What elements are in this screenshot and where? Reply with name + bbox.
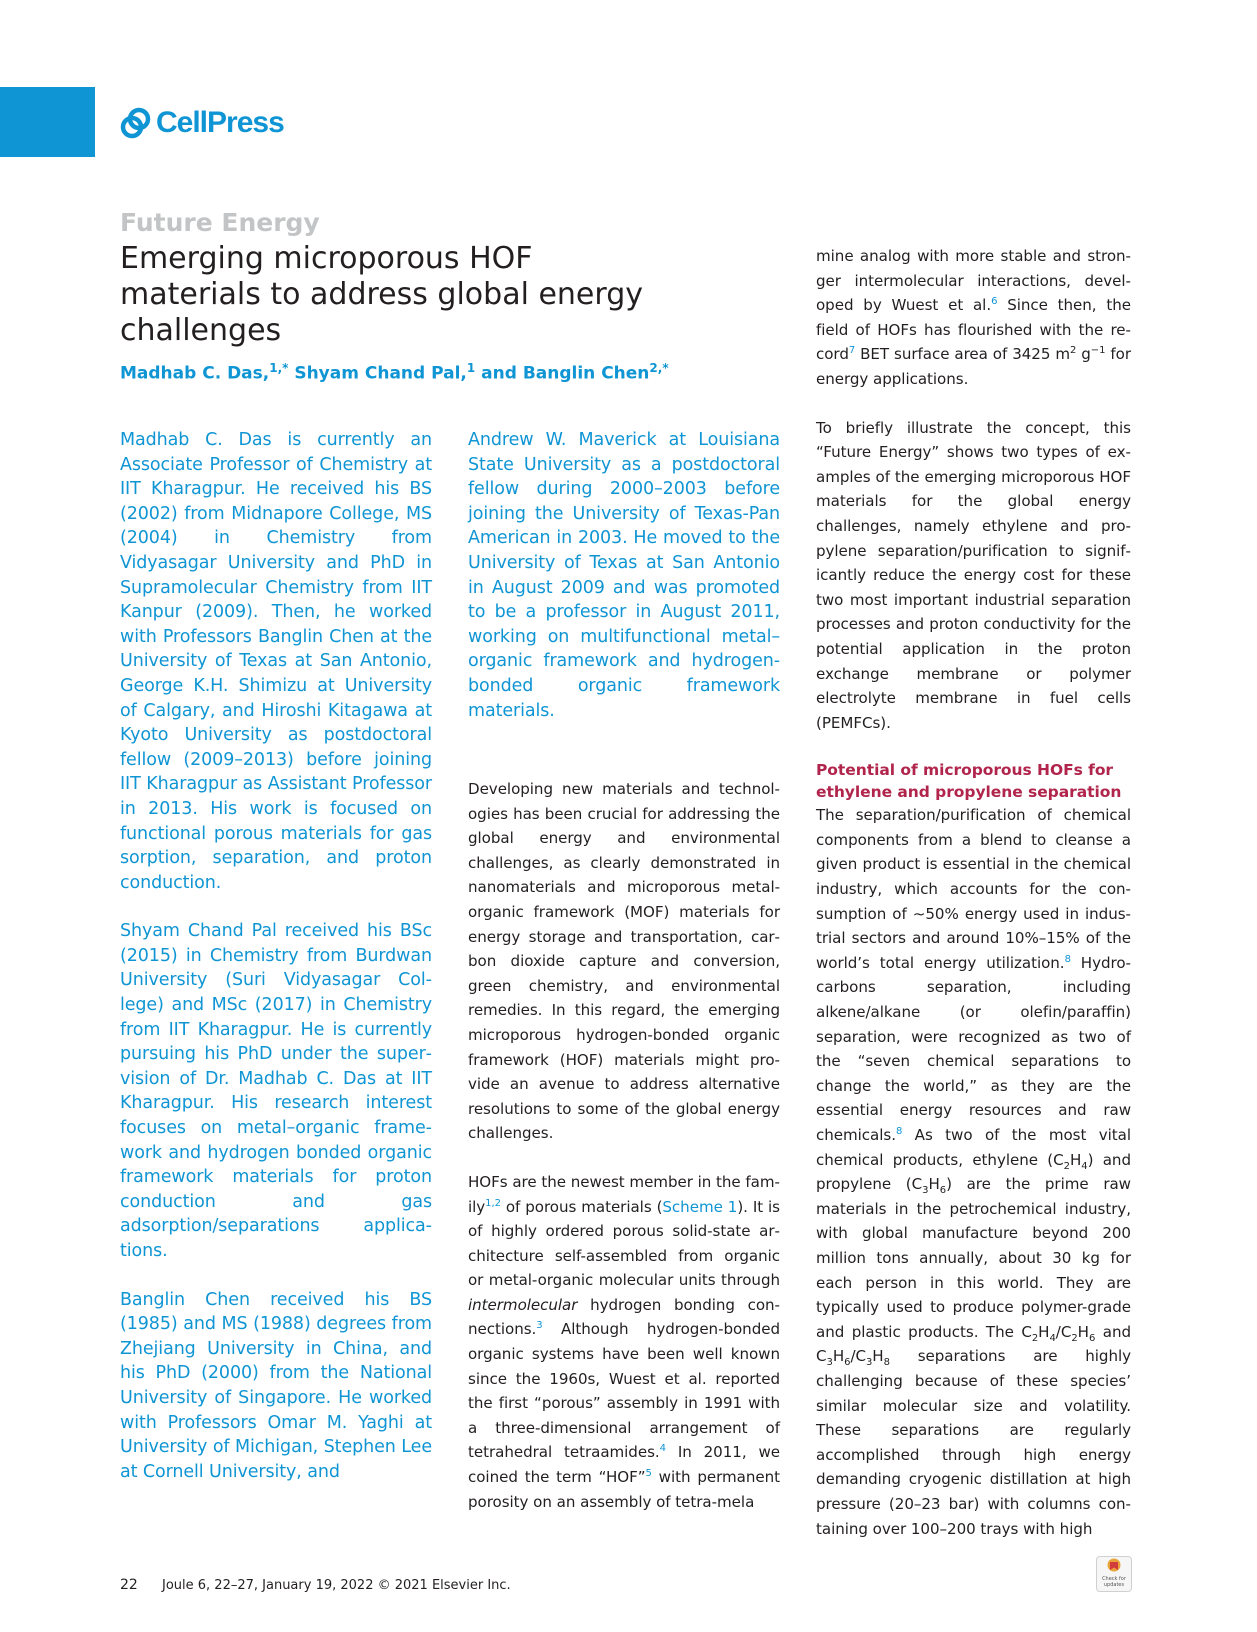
bookmark-icon: [1105, 1557, 1123, 1575]
author-name[interactable]: and Banglin Chen: [475, 363, 650, 384]
scheme-link[interactable]: Scheme 1: [662, 1197, 738, 1216]
body-paragraph: Developing new materials and technologies has been crucial for addressing the global energy and environmental challenges, as clearly demonstrated in nanomaterials and microporous metal-organic framework (MOF) materials for energy storage and transportation, carbon dioxide capture and conversion, green chemistry, and environmental remedies. In this regard, the emerging microporous hydrogen-bonded organic framework (HOF) materials might provide an avenue to address alternative resolutions to some of the global energy challenges.: [468, 780, 780, 1143]
cellpress-logo-icon: [120, 106, 154, 140]
body-column-middle: [468, 777, 780, 1538]
body-paragraph: The separation/purification of chemical components from a blend to cleanse a given product is essential in the chemical industry, which accounts for the consumption of ∼50% energy used in industrial sectors and around 10%–15% of the world’s total energy utilization.$^8$ Hydrocarbons separation, including alkene/alkane (or olefin/paraffin) separation, were recognized as two of the “seven chemical separations to change the world,” as they are the essential energy resources and raw chemicals.$^8$ As two of the most vital chemical products, ethylene $(C_2H_4)$ and propylene $(C_3H_6)$ are the prime raw materials in the petrochemical industry, with global manufacture beyond 200 million tons annually, about 30 kg for each person in this world. They are typically used to produce polymer-grade and plastic products. The $C_2H_4/C_2H_6$ and $C_3H_6/C_3H_8$ separations are highly challenging because of these species’ similar molecular size and volatility. These separations are regularly accomplished through high energy demanding cryogenic distillation at high pressure (20–23 bar) with columns containing over 100–200 trays with high: [816, 806, 1132, 1538]
reference-link[interactable]: 8: [895, 1125, 903, 1137]
page-number: 22: [120, 1577, 138, 1593]
reference-link[interactable]: 8: [1064, 953, 1071, 965]
check-for-updates-badge[interactable]: [1096, 1556, 1132, 1592]
bio-das: Madhab C. Das is currently an Associate Professor of Chemistry at IIT Kharagpur. He received his BS (2002) from Midnapore College, MS (2004) in Chemistry from Vidyasagar University and PhD in Supramolecular Chemistry from IIT Kanpur (2009). Then, he worked with Professors Banglin Chen at the University of Texas at San Antonio, George K.H. Shimizu at University of Calgary, and Hiroshi Kitagawa at Kyoto University as postdoctoral fellow (2009–2013) before joining IIT Kharagpur as Assistant Professor in 2013. His work is focused on functional porous materials for gas sorption, separation, and proton conduction.: [120, 430, 432, 893]
author-name[interactable]: Madhab C. Das,: [120, 363, 270, 384]
bio-chen-part2: Andrew W. Maverick at Louisiana State University as a postdoctoral fellow during 2000–2003 before joining the University of Texas-Pan American in 2003. He moved to the University of Texas at San Antonio in August 2009 and was promoted to be a professor in August 2011, working on multifunctional metal–organic framework and hydrogen-bonded organic framework materials.: [468, 430, 780, 721]
body-paragraph: HOFs are the newest member in the family$^{1,2}$ of porous materials (Scheme 1). It is of highly ordered porous solid-state architecture self-assembled from organic or metal-organic molecular units through intermolecular hydrogen bonding connections.$^3$ Although hydrogen-bonded organic systems have been well known since the 1960s, Wuest et al. reported the first “porous” assembly in 1991 with a three-dimensional arrangement of tetrahedral tetraamides.$^4$ In 2011, we coined the term “HOF”$^5$ with permanent porosity on an assembly of tetra-mela: [468, 1172, 780, 1511]
bio-pal: Shyam Chand Pal received his BSc (2015) in Chemistry from Burdwan University (Suri Vidyasagar College) and MSc (2017) in Chemistry from IIT Kharagpur. He is currently pursuing his PhD under the supervision of Dr. Madhab C. Das at IIT Kharagpur. His research interest focuses on metal–organic framework and hydrogen bonded organic framework materials for proton conduction and gas adsorption/separations applications.: [120, 921, 432, 1261]
body-column-right: [816, 244, 1131, 1565]
reference-link[interactable]: 3: [536, 1320, 543, 1332]
reference-link[interactable]: 5: [645, 1468, 652, 1479]
reference-link[interactable]: 1,2: [485, 1197, 501, 1209]
bio-column-middle: [468, 428, 780, 747]
badge-label: Check for updates: [1102, 1576, 1126, 1588]
author-affiliation: 1,*: [269, 361, 289, 375]
reference-link[interactable]: 6: [991, 296, 998, 308]
journal-citation: Joule 6, 22–27, January 19, 2022 © 2021 Elsevier Inc.: [162, 1578, 511, 1593]
corner-accent-block: [0, 87, 95, 157]
section-heading: Potential of microporous HOFs for ethylene and propylene separation: [816, 761, 1122, 802]
reference-link[interactable]: 7: [848, 345, 856, 357]
body-paragraph: mine analog with more stable and stronger intermolecular interactions, developed by Wuest et al.$^6$ Since then, the field of HOFs has flourished with the record$^7$ BET surface area of 3425 $m^2$ $g^{-1}$ for energy applications.: [816, 247, 1132, 388]
body-paragraph: To briefly illustrate the concept, this “Future Energy” shows two types of examples of the emerging microporous HOF materials for the global energy challenges, namely ethylene and propylene separation/purification to significantly reduce the energy cost for these two most important industrial separation processes and proton conductivity for the potential application in the proton exchange membrane or polymer electrolyte membrane in fuel cells (PEMFCs).: [816, 418, 1131, 732]
logo-text: CellPress: [156, 106, 284, 139]
author-name[interactable]: Shyam Chand Pal,: [288, 363, 467, 384]
bio-chen-part1: Banglin Chen received his BS (1985) and MS (1988) degrees from Zhejiang University in China, and his PhD (2000) from the National University of Singapore. He worked with Professors Omar M. Yaghi at University of Michigan, Stephen Lee at Cornell University, and: [120, 1289, 432, 1482]
bio-column-left: [120, 428, 432, 1508]
author-affiliation: 1: [466, 361, 476, 375]
article-title: Emerging microporous HOF materials to address global energy challenges: [120, 241, 643, 348]
reference-link[interactable]: 4: [659, 1443, 666, 1455]
author-affiliation: 2,*: [649, 361, 669, 375]
author-list: [120, 357, 720, 385]
cellpress-logo[interactable]: [120, 104, 284, 142]
section-label: Future Energy: [120, 208, 320, 237]
